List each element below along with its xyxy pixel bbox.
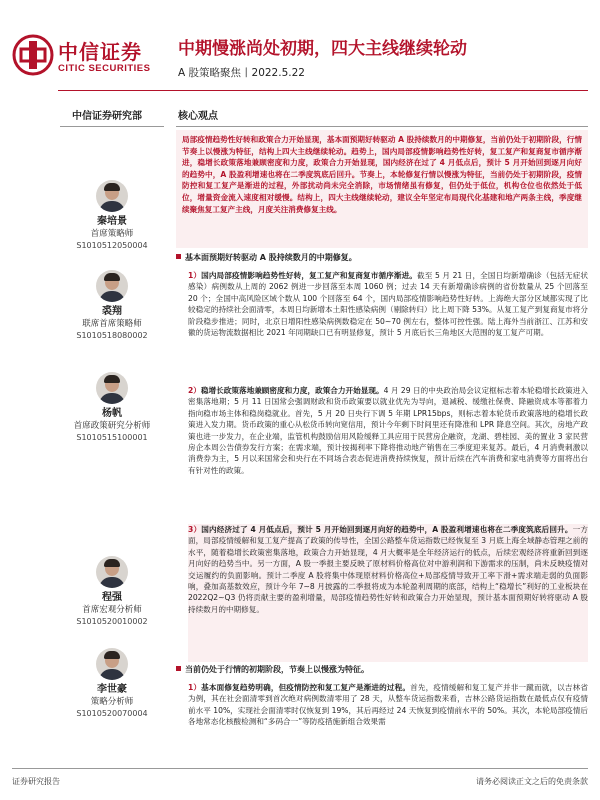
analyst-card xyxy=(60,270,164,341)
sidebar-divider xyxy=(60,126,164,127)
analyst-photo xyxy=(96,372,128,404)
footer-left: 证券研究报告 xyxy=(12,777,60,786)
analyst-card xyxy=(60,556,164,627)
brand-logo xyxy=(12,30,172,80)
analyst-code: S1010520070004 xyxy=(76,709,148,718)
paragraph-lead: 稳增长政策落地兼顾密度和力度，政策合力开始显现。 xyxy=(200,386,384,395)
report-subtitle: A 股策略聚焦丨2022.5.22 xyxy=(178,67,305,79)
footer-disclaimer: 请务必阅读正文之后的免责条款 xyxy=(476,777,588,786)
analyst-role: 联席首席策略师 xyxy=(82,319,142,329)
paragraph-2 xyxy=(188,385,588,523)
paragraph-body: 一方面，局部疫情缓解和复工复产提高了政策的传导性，全国公路整车货运指数已经恢复至 3 月底上海全域静态管理之前的水平，随着稳增长政策密集落地，政策合力开始显现，4 月大概率是全年经济运行的低点，后续宏观经济将重新回到逐月向好的趋势当中。另一方面，A 股一季报主要反映了原材料价格高位对中游利润和下游需求的压制，尚未反映疫情对交运履约的负面影响。预计二季度 A 股将集中体现原材料价格高位+局部疫情导致开工率下滑+需求端走弱的负面影响，叠加高基数效应，预计今年 7~8 月披露的二季报将成为本轮盈利周期的底部，结构上“稳增长”利好的工业板块在 2022Q2~Q3 仍将贡献主要的盈利增量，局部疫情趋势性好转和政策合力开始显现，预计基本面预期好转将驱动 A 股持续数月的中期修复。 xyxy=(188,525,588,614)
analyst-photo xyxy=(96,556,128,588)
analyst-code: S1010520010002 xyxy=(76,617,148,626)
paragraph-1 xyxy=(188,270,588,384)
section-bullet xyxy=(176,664,588,675)
paragraph-number: 2） xyxy=(188,386,201,395)
sidebar-heading: 中信证券研究部 xyxy=(72,111,142,122)
report-title: 中期慢涨尚处初期，四大主线继续轮动 xyxy=(178,39,467,59)
analyst-name: 杨帆 xyxy=(102,408,122,419)
analyst-card xyxy=(60,372,164,443)
analyst-name: 秦培景 xyxy=(97,216,127,227)
core-views-heading: 核心观点 xyxy=(178,111,218,122)
section-bullet xyxy=(176,252,588,263)
analyst-role: 首席宏观分析师 xyxy=(82,605,142,615)
analyst-photo xyxy=(96,270,128,302)
analyst-role: 策略分析师 xyxy=(90,697,134,707)
brand-name-cn: 中信证券 xyxy=(58,40,142,64)
paragraph-number: 1） xyxy=(188,683,202,692)
analyst-name: 李世豪 xyxy=(97,684,127,695)
paragraph-body: 4 月 29 日的中央政治局会议定框标志着本轮稳增长政策进入密集落地期；5 月 11 日国常会强调财政和货币政策要以就业优先为导向，退减税、缓缴社保费、降融资成本等都着力指向稳市场主体和稳岗稳就业。首先，5 月 20 日央行下调 5 年期 LPR15bps，则标志着本轮货币政策落地的稳增长政策进入发力期。货币政策的重心从松货币转向宽信用，预计今年剩下时间里还有降准和 LPR 降息空间。其次，房地产政策也进一步发力，在企业端，监管机构鼓励信用风险缓释工具应用于民营房企融资，龙湖、碧桂园、美的置业 3 家民营房企本周公告债券发行方案；在需求端，预计按揭利率下降将推动地产销售在三季度迎来复苏。最后，4 月消费刺激以消费券为主，5 月以来国常会和央行在不同场合表态促进消费持续恢复，预计后续在汽车消费和家电消费等方面将出台有针对性的政策。 xyxy=(188,386,588,475)
bullet-text: 当前仍处于行情的初期阶段，节奏上以慢涨为特征。 xyxy=(185,665,369,674)
analyst-code: S1010512050004 xyxy=(76,241,148,250)
paragraph-number: 1） xyxy=(188,271,202,280)
paragraph-4 xyxy=(188,682,588,764)
footer-divider xyxy=(12,768,588,769)
analyst-role: 首席政策研究分析师 xyxy=(73,421,151,431)
analyst-name: 程强 xyxy=(102,592,122,603)
analyst-card xyxy=(60,180,164,251)
paragraph-3 xyxy=(188,524,588,662)
analyst-photo xyxy=(96,180,128,212)
bullet-square-icon xyxy=(176,254,181,259)
paragraph-lead: 国内经济过了 4 月低点后，预计 5 月开始回到逐月向好的趋势中，A 股盈利增速也将在二季度筑底后回升。 xyxy=(201,525,573,534)
analyst-card xyxy=(60,648,164,719)
analyst-role: 首席策略师 xyxy=(90,229,134,239)
header-divider xyxy=(58,90,588,91)
summary-text: 局部疫情趋势性好转和政策合力开始显现，基本面预期好转驱动 A 股持续数月的中期修复，当前仍处于初期阶段，行情节奏上以慢涨为特征，结构上四大主线继续轮动。趋势上，国内局部疫情影响趋势性好转，复工复产和复商复市循序渐进，稳增长政策落地兼顾密度和力度，政策合力开始显现，国内经济在过了 4 月低点后，预计 5 月开始回到逐月向好的趋势中，A 股盈利增速也将在二季度筑底后回升。节奏上，本轮修复行情以慢涨为特征，当前仍处于初期阶段，疫情防控和复工复产是渐进的过程，外部扰动尚未完全消除，市场情绪虽有修复，但仍处于低位，机构仓位也依然处于低位，增量资金流入速度相对缓慢。结构上，四大主线继续轮动，建议全年坚定布局现代化基建和地产两条主线，季度继续聚焦复工复产主线，月度关注消费修复主线。 xyxy=(182,135,582,214)
analyst-code: S1010518080002 xyxy=(76,331,148,340)
citic-logo-icon xyxy=(12,34,54,76)
brand-name-en: CITIC SECURITIES xyxy=(58,63,151,74)
bullet-text: 基本面预期好转驱动 A 股持续数月的中期修复。 xyxy=(185,253,357,262)
paragraph-number: 3） xyxy=(188,525,202,534)
paragraph-body: 截至 5 月 21 日，全国日均新增确诊（包括无症状感染）病例数从上周的 2062 例进一步回落至本周 1060 例；过去 14 天有新增确诊病例的省份数量从 25 个回落至 20 个；全国中高风险区域个数从 100 个回落至 64 个，国内局部疫情影响趋势性好转。上海绝大部分区域都实现了比较稳定的持续社会面清零，本周日均新增本土阳性感染病例（剔除转归）比上周下降 53%。从复工复产到复商复市将分阶段稳步推进；同时，北京日增阳性感染病例数稳定在 50~70 例左右，整体可控性强。陆上海外当前浙江、江苏和安徽的货运物流数据相比 2021 年同期缺口已有明显修复，预计 5 月底后长三角地区大范围的复工复产可期。 xyxy=(188,271,588,338)
summary-box xyxy=(176,130,588,248)
analyst-name: 裘翔 xyxy=(102,306,122,317)
main-divider xyxy=(176,126,588,127)
analyst-code: S1010515100001 xyxy=(76,433,148,442)
paragraph-lead: 基本面修复趋势明确，但疫情防控和复工复产是渐进的过程。 xyxy=(201,683,411,692)
analyst-photo xyxy=(96,648,128,680)
bullet-square-icon xyxy=(176,666,181,671)
paragraph-body: 首先，疫情缓解和复工复产并非一蹴而就，以吉林省为例，其在社会面清零到首次绝对病例数清零用了 28 天，从整车货运指数来看，吉林公路货运指数在最低点仅有疫情前水平 10%，实现社会面清零时仅恢复到 19%，其后再经过 24 天恢复到疫情前水平的 50%。其次，本轮局部疫情后各地常态化核酸检测和“多码合一”等防疫措施新组合效果需 xyxy=(188,683,588,727)
paragraph-lead: 国内局部疫情影响趋势性好转，复工复产和复商复市循序渐进。 xyxy=(201,271,418,280)
